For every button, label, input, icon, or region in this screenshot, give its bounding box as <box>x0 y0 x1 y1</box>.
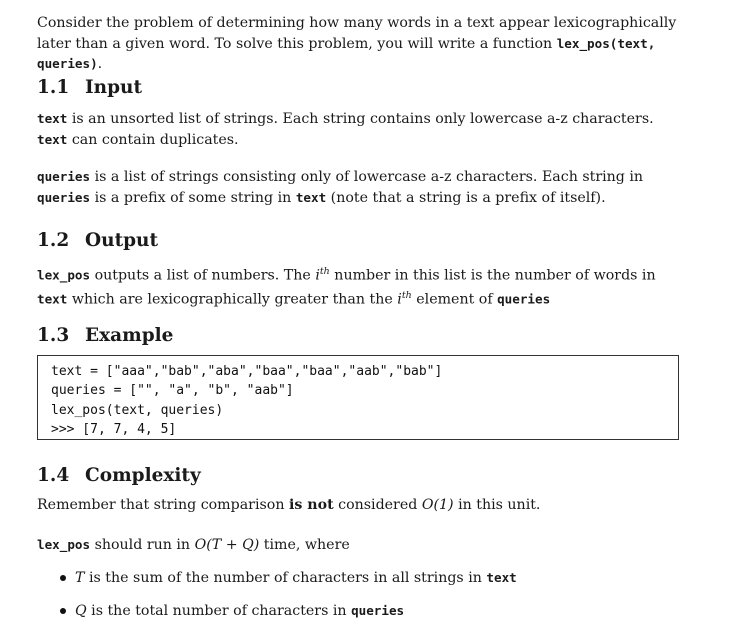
inline-code: text <box>295 189 327 205</box>
section-title: Input <box>85 77 143 98</box>
section-heading-example <box>37 325 173 347</box>
list-item <box>37 601 682 622</box>
paragraph-text: (note that a string is a prefix of itself). <box>326 189 606 206</box>
paragraph-text: considered <box>333 497 422 513</box>
intro-text-2: . <box>97 56 103 72</box>
math-variable: i <box>397 291 402 308</box>
paragraph-text: time, where <box>259 537 350 553</box>
inline-code: queries <box>497 291 551 307</box>
section-number: 1.1 <box>37 77 70 98</box>
code-line: text = ["aaa","bab","aba","baa","baa","aab","bab"] <box>51 364 443 379</box>
complexity-bullet-list <box>37 568 682 634</box>
inline-code: lex_pos <box>37 537 91 552</box>
function-signature: lex_pos(text, queries) <box>37 35 656 71</box>
intro-paragraph <box>37 14 682 75</box>
section-heading-complexity <box>37 465 201 487</box>
complexity-paragraph-2 <box>37 535 682 556</box>
paragraph-text: Remember that string comparison <box>37 497 289 513</box>
inline-code: lex_pos <box>37 267 91 283</box>
section-number: 1.3 <box>37 325 70 346</box>
paragraph-text: is a list of strings consisting only of lowercase a-z characters. Each string in <box>90 169 644 185</box>
paragraph-text: element of <box>411 291 498 308</box>
example-code-block <box>37 355 679 440</box>
paragraph-text: in this unit. <box>453 497 541 513</box>
superscript: th <box>401 290 412 302</box>
bold-text: is not <box>288 497 334 513</box>
paragraph-text: should run in <box>90 537 195 553</box>
inline-code: queries <box>37 169 91 184</box>
code-line: lex_pos(text, queries) <box>51 402 224 418</box>
paragraph-text: outputs a list of numbers. The <box>90 267 316 284</box>
paragraph-text: is the sum of the number of characters in all strings in <box>84 570 487 586</box>
paragraph-text: is a prefix of some string in <box>90 189 296 206</box>
bullet-icon <box>60 575 66 581</box>
code-line: >>> [7, 7, 4, 5] <box>51 421 177 437</box>
math-expression: O(1) <box>421 497 454 513</box>
complexity-paragraph-1 <box>37 496 682 516</box>
math-expression: O(T + Q) <box>194 537 260 553</box>
section-title: Complexity <box>85 465 201 486</box>
section-title: Output <box>85 230 159 251</box>
section-number: 1.4 <box>37 465 70 486</box>
inline-code: queries <box>351 603 405 618</box>
math-variable: Q <box>75 603 87 619</box>
section-title: Example <box>85 325 174 346</box>
inline-code: text <box>37 291 68 307</box>
section-number: 1.2 <box>37 230 70 251</box>
output-paragraph <box>37 262 682 310</box>
math-variable: T <box>75 570 85 586</box>
bullet-icon <box>60 608 66 614</box>
list-item <box>37 568 682 589</box>
intro-text-1: Consider the problem of determining how many words in a text appear lexicographically later than a given word. To solve this problem, you will write a function <box>37 15 677 52</box>
section-heading-output <box>37 230 158 252</box>
input-paragraph-1 <box>37 109 682 150</box>
inline-code: queries <box>37 189 91 205</box>
section-heading-input <box>37 77 142 99</box>
paragraph-text: can contain duplicates. <box>67 131 239 148</box>
math-variable: i <box>315 267 320 284</box>
inline-code: text <box>486 570 517 585</box>
paragraph-text: is the total number of characters in <box>86 603 352 619</box>
paragraph-text: number in this list is the number of words in <box>329 267 656 284</box>
input-paragraph-2 <box>37 167 682 208</box>
inline-code: text <box>37 131 68 147</box>
paragraph-text: is an unsorted list of strings. Each string contains only lowercase a-z characters. <box>67 111 654 127</box>
superscript: th <box>319 266 330 277</box>
code-line: queries = ["", "a", "b", "aab"] <box>51 383 294 399</box>
paragraph-text: which are lexicographically greater than the <box>67 291 398 308</box>
inline-code: text <box>37 111 68 126</box>
